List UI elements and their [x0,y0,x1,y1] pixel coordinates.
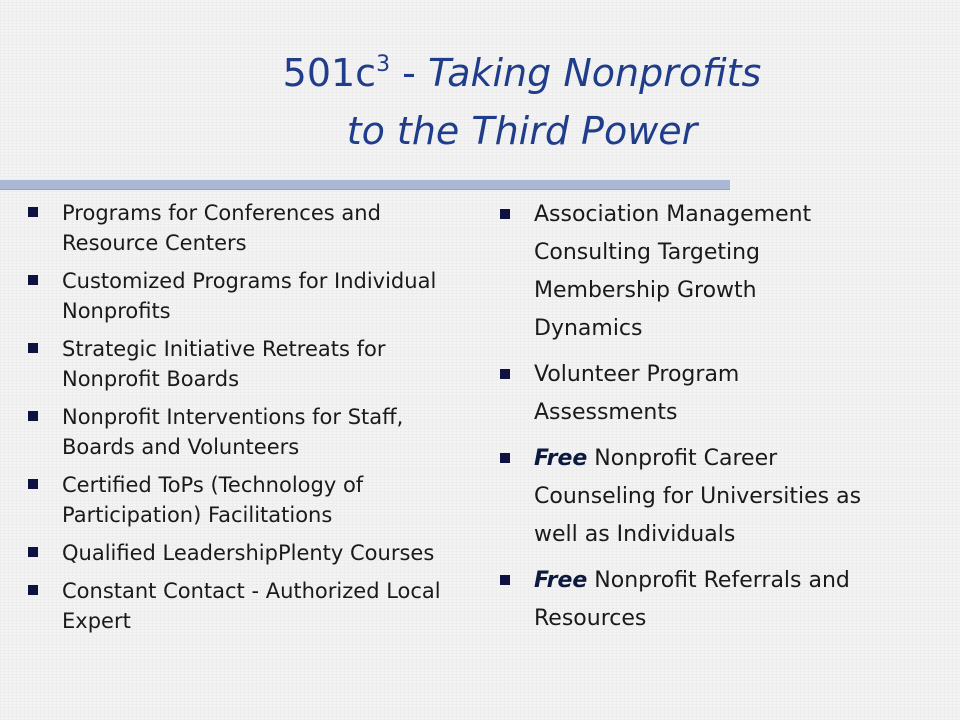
list-item [500,356,870,432]
square-bullet-icon [28,585,38,595]
list-item-text: Strategic Initiative Retreats for Nonprofit Boards [62,337,386,391]
list-item [500,196,870,348]
list-item-text: Constant Contact - Authorized Local Expert [62,579,441,633]
list-item-text: Certified ToPs (Technology of Participation) Facilitations [62,473,364,527]
square-bullet-icon [28,275,38,285]
list-item-text: Programs for Conferences and Resource Centers [62,201,381,255]
slide-title [150,44,894,160]
list-item-text: Customized Programs for Individual Nonprofits [62,269,437,323]
list-item-text: Qualified LeadershipPlenty Courses [62,541,435,565]
list-item-text: Volunteer Program Assessments [534,362,740,425]
list-item [28,334,460,394]
list-item [28,402,460,462]
list-item-text: Nonprofit Interventions for Staff, Boards and Volunteers [62,405,404,459]
square-bullet-icon [500,575,510,585]
list-item [28,538,460,568]
list-item-text: Nonprofit Career Counseling for Universities as well as Individuals [534,446,862,547]
title-italic-line-1: Taking Nonprofits [427,51,762,95]
left-bullet-list [28,198,460,644]
list-item [500,562,870,638]
square-bullet-icon [28,547,38,557]
list-item [28,266,460,326]
title-divider [0,180,730,190]
right-bullet-list [500,196,870,646]
square-bullet-icon [28,479,38,489]
square-bullet-icon [28,207,38,217]
list-item-emphasis: Free [534,568,588,593]
square-bullet-icon [28,343,38,353]
list-item [28,198,460,258]
title-italic-line-2: to the Third Power [346,109,698,153]
slide-title-line-2 [150,102,894,160]
list-item-text: Nonprofit Referrals and Resources [534,568,850,631]
square-bullet-icon [28,411,38,421]
list-item-text: Association Management Consulting Targeting Membership Growth Dynamics [534,202,812,341]
square-bullet-icon [500,369,510,379]
title-separator: - [390,51,428,95]
list-item [28,470,460,530]
title-superscript: 3 [376,52,391,77]
square-bullet-icon [500,209,510,219]
list-item [28,576,460,636]
square-bullet-icon [500,453,510,463]
list-item [500,440,870,554]
list-item-emphasis: Free [534,446,588,471]
slide-title-line-1 [150,44,894,102]
title-prefix: 501c [282,51,377,95]
